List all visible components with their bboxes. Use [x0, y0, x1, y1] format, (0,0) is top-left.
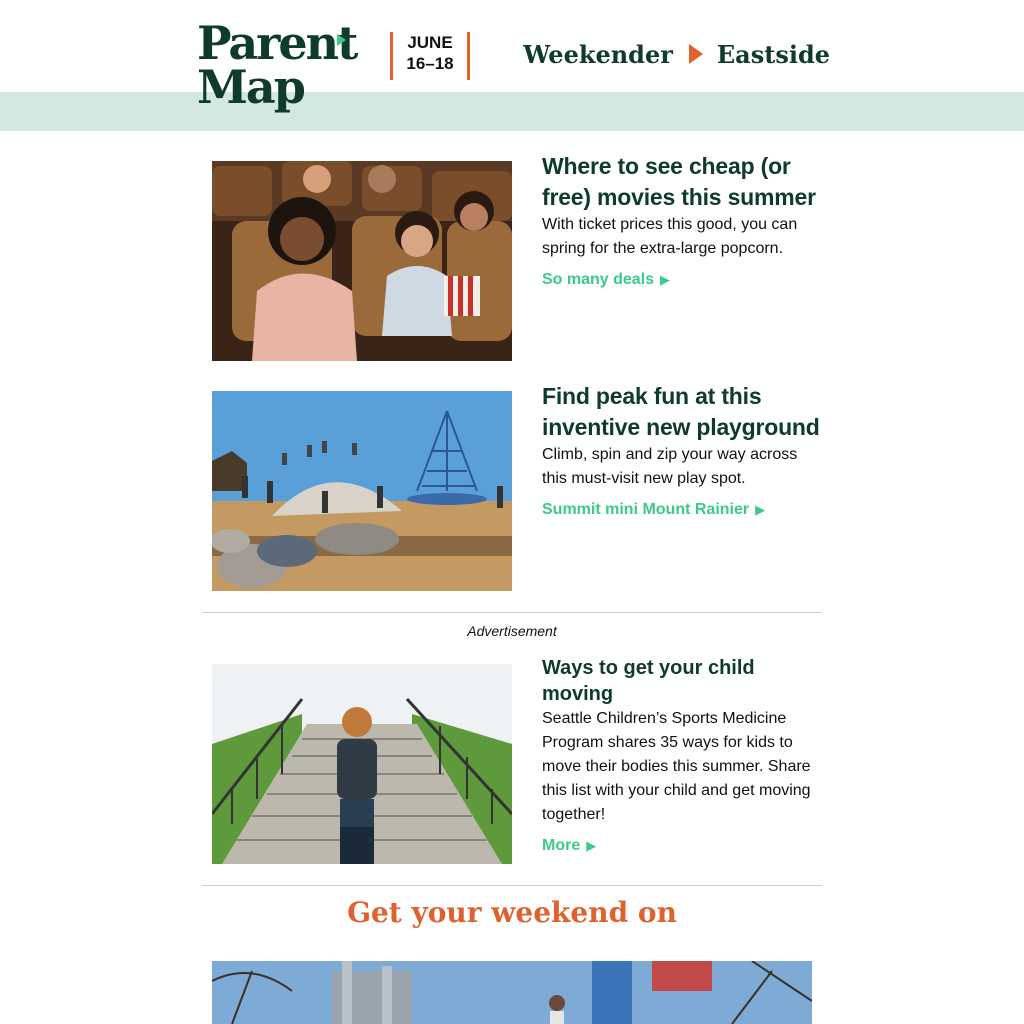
edition-region: Eastside — [716, 39, 830, 69]
divider — [202, 885, 822, 886]
header-band — [0, 92, 1024, 131]
more-link[interactable] — [542, 837, 596, 855]
date-badge — [390, 32, 470, 80]
play-arrow-icon: ▶ — [586, 838, 597, 853]
divider — [202, 612, 822, 613]
logo-triangle-icon — [337, 34, 346, 46]
article-summary: With ticket prices this good, you can spring for the extra-large popcorn. — [542, 216, 798, 257]
edition-name: Weekender — [523, 39, 673, 69]
sponsored-summary: Seattle Children’s Sports Medicine Program shares 35 ways for kids to move their bodies this summer. Share this list with your child and get moving together! — [542, 710, 811, 823]
link-label: So many deals — [542, 271, 655, 288]
article-summary: Climb, spin and zip your way across this must-visit new play spot. — [542, 446, 798, 487]
movie-theater-image[interactable] — [212, 161, 512, 361]
logo-line-2: Map — [197, 60, 304, 114]
summit-mini-mount-rainier-link[interactable] — [542, 501, 765, 519]
parentmap-logo[interactable] — [197, 18, 357, 122]
play-arrow-icon: ▶ — [755, 502, 766, 517]
link-label: More — [542, 837, 581, 854]
article-text — [542, 151, 824, 289]
header — [0, 0, 1024, 92]
date-days: 16–18 — [406, 54, 454, 73]
sponsored-title[interactable]: Ways to get your child moving — [542, 657, 755, 705]
logo-line-1: Parent — [197, 16, 357, 70]
child-stairs-image[interactable] — [212, 664, 512, 864]
edition-title — [523, 38, 830, 70]
play-arrow-icon: ▶ — [660, 272, 671, 287]
link-label: Summit mini Mount Rainier — [542, 501, 750, 518]
section-title: Get your weekend on — [347, 896, 677, 929]
so-many-deals-link[interactable] — [542, 271, 670, 289]
article-text — [542, 381, 824, 519]
playground-image[interactable] — [212, 391, 512, 591]
weekend-feature-image[interactable] — [212, 961, 812, 1024]
sponsored-text — [542, 655, 824, 855]
article-title[interactable]: Where to see cheap (or free) movies this summer — [542, 153, 816, 210]
article-title[interactable]: Find peak fun at this inventive new playground — [542, 383, 820, 440]
date-month: JUNE — [407, 33, 453, 52]
advertisement-label: Advertisement — [467, 623, 557, 639]
edition-arrow-icon — [689, 44, 703, 64]
